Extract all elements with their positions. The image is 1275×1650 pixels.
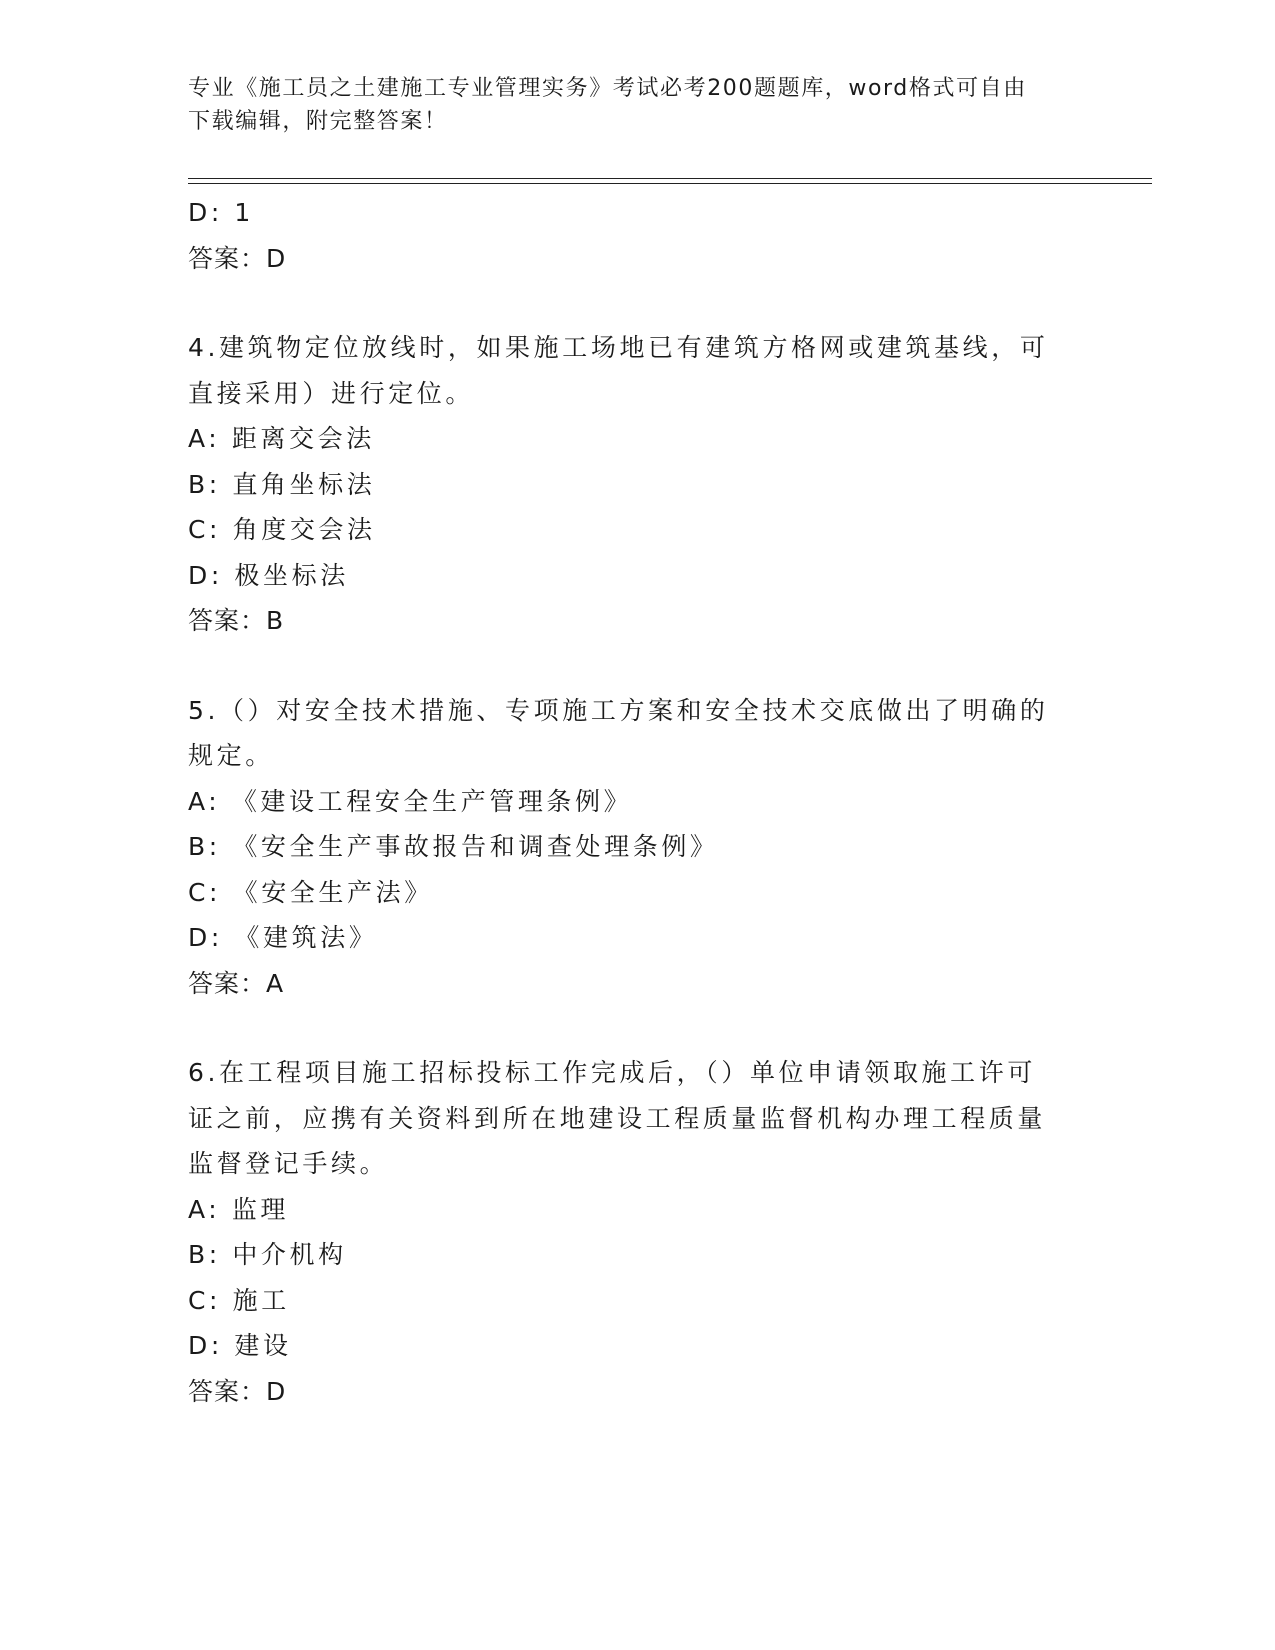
question-stem-line: 证之前，应携有关资料到所在地建设工程质量监督机构办理工程质量	[188, 1103, 1047, 1133]
option-a: A: 《建设工程安全生产管理条例》	[188, 786, 633, 816]
header-divider-top	[188, 178, 1152, 179]
option-b: B: 中介机构	[188, 1240, 347, 1269]
answer-line: 答案：A	[188, 968, 285, 998]
option-c: C: 《安全生产法》	[188, 877, 433, 907]
answer-line: 答案：D	[188, 243, 287, 273]
answer-line: 答案：B	[188, 606, 285, 635]
question-stem-line: 5.（）对安全技术措施、专项施工方案和安全技术交底做出了明确的	[188, 695, 1049, 725]
option-d: D: 《建筑法》	[188, 923, 378, 952]
option-c: C: 施工	[188, 1285, 290, 1315]
document-header	[188, 72, 1068, 138]
option-d: D: 1	[188, 198, 254, 227]
option-a: A: 监理	[188, 1194, 290, 1224]
option-d: D: 极坐标法	[188, 560, 349, 590]
option-b: B: 直角坐标法	[188, 469, 376, 499]
header-line-1: 专业《施工员之土建施工专业管理实务》考试必考200题题库，word格式可自由	[188, 76, 1027, 101]
option-c: C: 角度交会法	[188, 515, 376, 544]
header-line-2: 下载编辑，附完整答案！	[188, 109, 448, 134]
answer-line: 答案：D	[188, 1376, 287, 1406]
question-4	[188, 325, 1068, 644]
question-6	[188, 1050, 1068, 1414]
option-b: B: 《安全生产事故报告和调查处理条例》	[188, 832, 719, 861]
question-stem-line: 直接采用）进行定位。	[188, 378, 475, 408]
question-stem-line: 6.在工程项目施工招标投标工作完成后，（）单位申请领取施工许可	[188, 1058, 1036, 1087]
question-stem-line: 规定。	[188, 741, 274, 770]
question-list	[188, 190, 1068, 1414]
option-d: D: 建设	[188, 1331, 292, 1360]
option-a: A: 距离交会法	[188, 424, 375, 453]
header-divider-bottom	[188, 183, 1152, 184]
question-5	[188, 688, 1068, 1007]
question-stem-line: 4.建筑物定位放线时，如果施工场地已有建筑方格网或建筑基线，可	[188, 333, 1049, 362]
question-stem-line: 监督登记手续。	[188, 1149, 389, 1178]
